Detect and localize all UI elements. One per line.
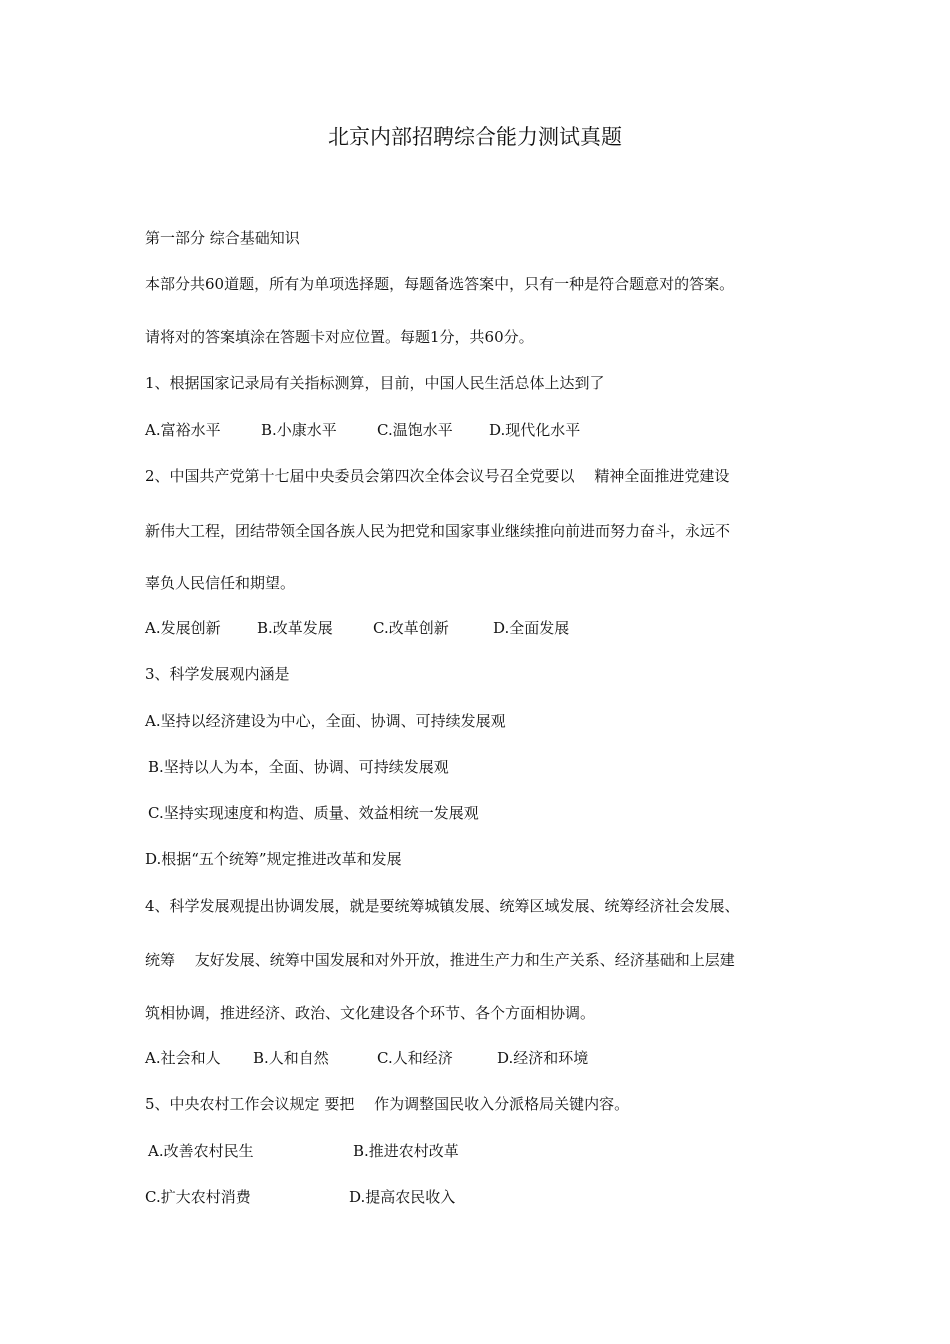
q1-option-b: B.小康水平: [261, 421, 337, 439]
question-2-line-1: 2、中国共产党第十七届中央委员会第四次全体会议号召全党要以 精神全面推进党建设: [145, 467, 730, 485]
q5-option-d: D.提高农民收入: [349, 1188, 456, 1206]
q4-option-a: A.社会和人: [145, 1049, 221, 1067]
q1-option-c: C.温饱水平: [377, 421, 453, 439]
q3-option-a: A.坚持以经济建设为中心，全面、协调、可持续发展观: [145, 712, 506, 730]
question-2-line-3: 辜负人民信任和期望。: [145, 574, 296, 592]
q3-option-c: C.坚持实现速度和构造、质量、效益相统一发展观: [148, 804, 479, 822]
q4-option-d: D.经济和环境: [497, 1049, 589, 1067]
q5-option-a: A.改善农村民生: [148, 1142, 254, 1160]
q4-option-b: B.人和自然: [253, 1049, 329, 1067]
intro-line-1: 本部分共60道题，所有为单项选择题，每题备选答案中，只有一种是符合题意对的答案。: [145, 275, 735, 293]
q5-option-b: B.推进农村改革: [353, 1142, 459, 1160]
question-3-text: 3、科学发展观内涵是: [145, 665, 290, 683]
q2-option-d: D.全面发展: [493, 619, 570, 637]
section-heading: 第一部分 综合基础知识: [145, 229, 300, 247]
question-4-line-2: 统筹 友好发展、统筹中国发展和对外开放，推进生产力和生产关系、经济基础和上层建: [145, 951, 735, 969]
q3-option-d: D.根据“五个统筹”规定推进改革和发展: [145, 850, 402, 868]
question-5-text: 5、中央农村工作会议规定 要把 作为调整国民收入分派格局关键内容。: [145, 1095, 630, 1113]
question-4-line-3: 筑相协调，推进经济、政治、文化建设各个环节、各个方面相协调。: [145, 1004, 596, 1022]
q4-option-c: C.人和经济: [377, 1049, 453, 1067]
q2-option-a: A.发展创新: [145, 619, 221, 637]
q1-option-d: D.现代化水平: [489, 421, 581, 439]
intro-line-2: 请将对的答案填涂在答题卡对应位置。每题1分，共60分。: [145, 328, 534, 346]
q3-option-b: B.坚持以人为本，全面、协调、可持续发展观: [148, 758, 449, 776]
q1-option-a: A.富裕水平: [145, 421, 221, 439]
question-2-line-2: 新伟大工程，团结带领全国各族人民为把党和国家事业继续推向前进而努力奋斗，永远不: [145, 522, 731, 540]
q2-option-b: B.改革发展: [257, 619, 333, 637]
q5-option-c: C.扩大农村消费: [145, 1188, 251, 1206]
document-title: 北京内部招聘综合能力测试真题: [328, 125, 622, 149]
question-1-text: 1、根据国家记录局有关指标测算，目前，中国人民生活总体上达到了: [145, 374, 605, 392]
q2-option-c: C.改革创新: [373, 619, 449, 637]
question-4-line-1: 4、科学发展观提出协调发展，就是要统筹城镇发展、统筹区域发展、统筹经济社会发展、: [145, 897, 740, 915]
